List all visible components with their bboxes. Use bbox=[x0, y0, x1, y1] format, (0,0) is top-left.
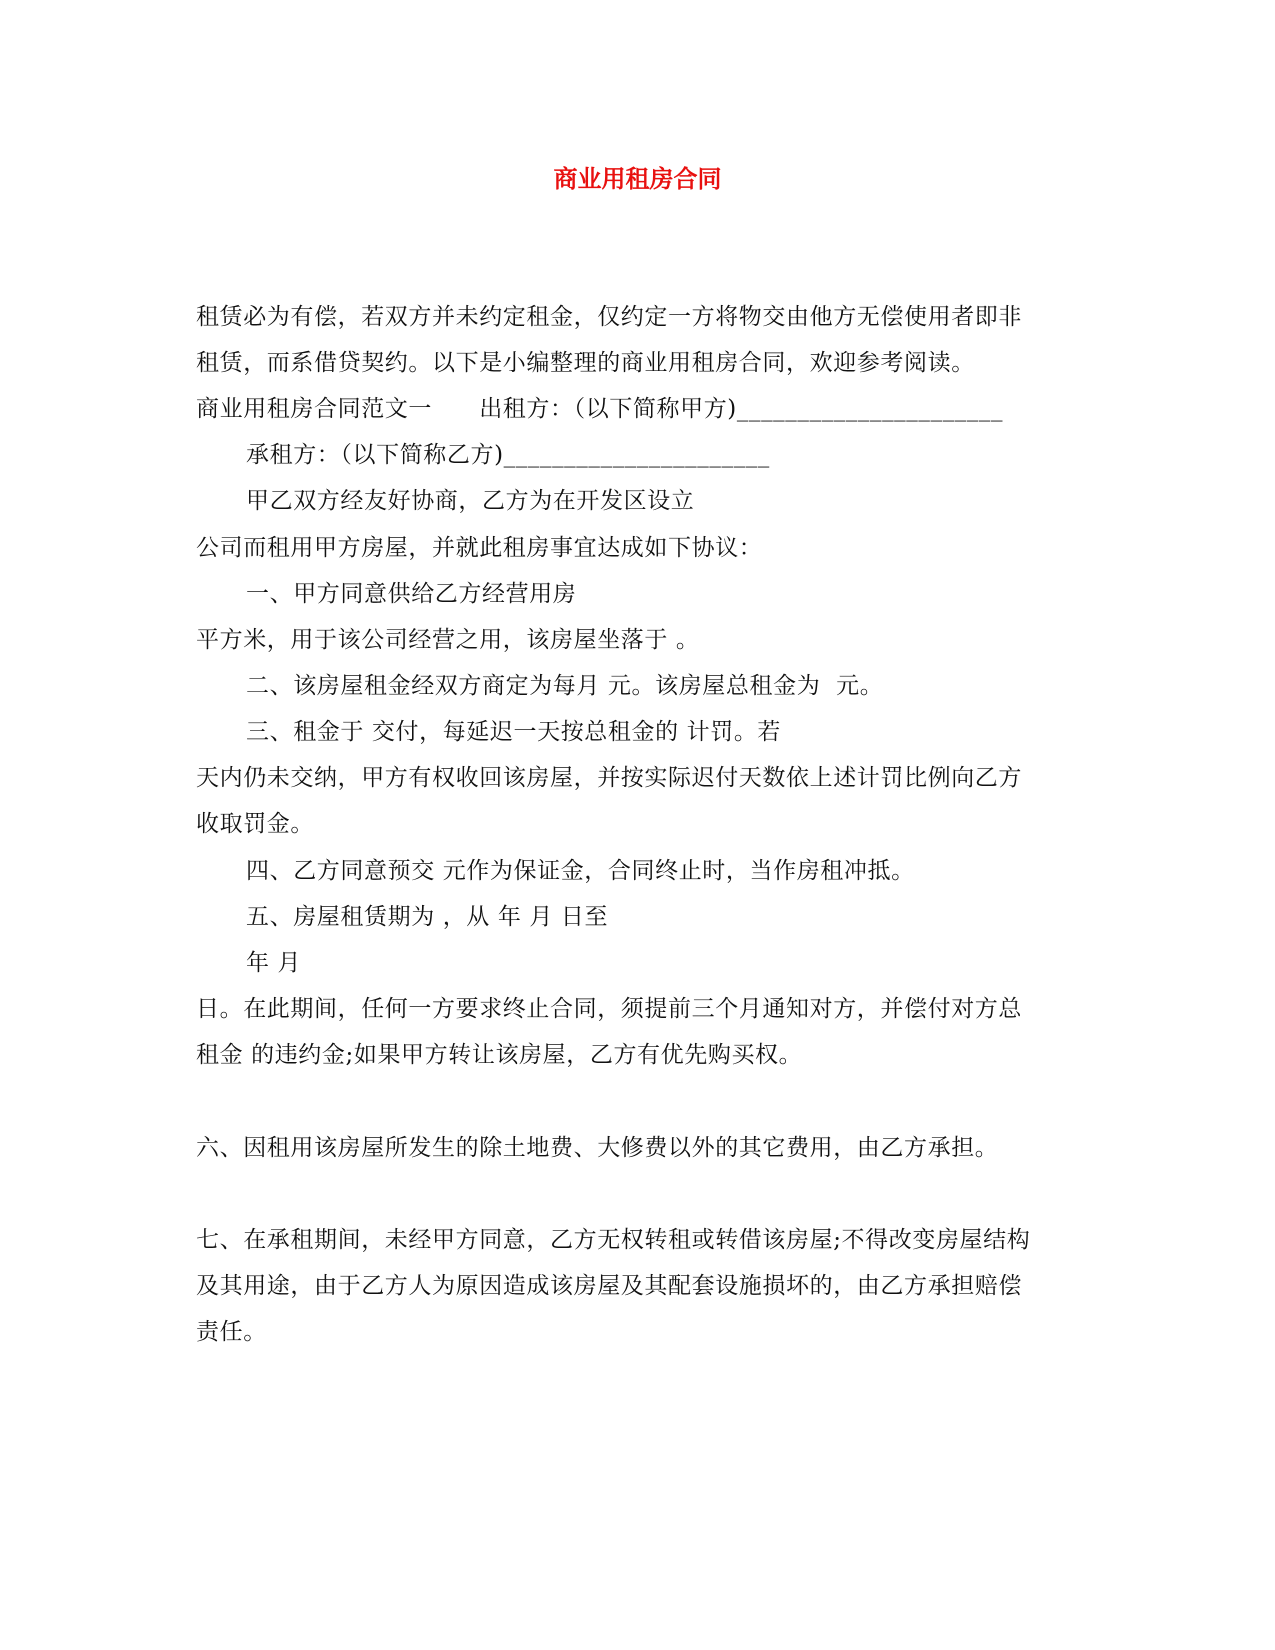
paragraph-line: 三、租金于 交付，每延迟一天按总租金的 计罚。若 bbox=[246, 719, 782, 745]
paragraph-line: 租赁，而系借贷契约。以下是小编整理的商业用租房合同，欢迎参考阅读。 bbox=[196, 350, 975, 376]
paragraph-line: 责任。 bbox=[196, 1319, 267, 1345]
paragraph-line: 年 月 bbox=[246, 950, 302, 976]
paragraph-line: 收取罚金。 bbox=[196, 811, 314, 837]
paragraph-line: 甲乙双方经友好协商，乙方为在开发区设立 bbox=[246, 488, 695, 514]
paragraph-line: 公司而租用甲方房屋，并就此租房事宜达成如下协议： bbox=[196, 535, 763, 561]
paragraph-line: 承租方：（以下简称乙方)______________________ bbox=[246, 442, 770, 468]
paragraph-line: 天内仍未交纳，甲方有权收回该房屋，并按实际迟付天数依上述计罚比例向乙方 bbox=[196, 765, 1022, 791]
paragraph-line: 租赁必为有偿，若双方并未约定租金，仅约定一方将物交由他方无偿使用者即非 bbox=[196, 304, 1022, 330]
paragraph-line: 四、乙方同意预交 元作为保证金，合同终止时，当作房租冲抵。 bbox=[246, 858, 915, 884]
paragraph-line: 一、甲方同意供给乙方经营用房 bbox=[246, 581, 577, 607]
paragraph-line: 商业用租房合同范文一 出租方：（以下简称甲方)______________________ bbox=[196, 396, 1004, 422]
paragraph-line: 六、因租用该房屋所发生的除土地费、大修费以外的其它费用，由乙方承担。 bbox=[196, 1135, 999, 1161]
paragraph-line: 平方米，用于该公司经营之用，该房屋坐落于 。 bbox=[196, 627, 700, 653]
paragraph-line: 租金 的违约金;如果甲方转让该房屋，乙方有优先购买权。 bbox=[196, 1042, 803, 1068]
paragraph-line: 五、房屋租赁期为 ，从 年 月 日至 bbox=[246, 904, 609, 930]
document-title: 商业用租房合同 bbox=[553, 165, 722, 193]
paragraph-line: 及其用途，由于乙方人为原因造成该房屋及其配套设施损坏的，由乙方承担赔偿 bbox=[196, 1273, 1022, 1299]
paragraph-line: 二、该房屋租金经双方商定为每月 元。该房屋总租金为 元。 bbox=[246, 673, 884, 699]
paragraph-line: 日。在此期间，任何一方要求终止合同，须提前三个月通知对方，并偿付对方总 bbox=[196, 996, 1022, 1022]
paragraph-line: 七、在承租期间，未经甲方同意，乙方无权转租或转借该房屋;不得改变房屋结构 bbox=[196, 1227, 1031, 1253]
